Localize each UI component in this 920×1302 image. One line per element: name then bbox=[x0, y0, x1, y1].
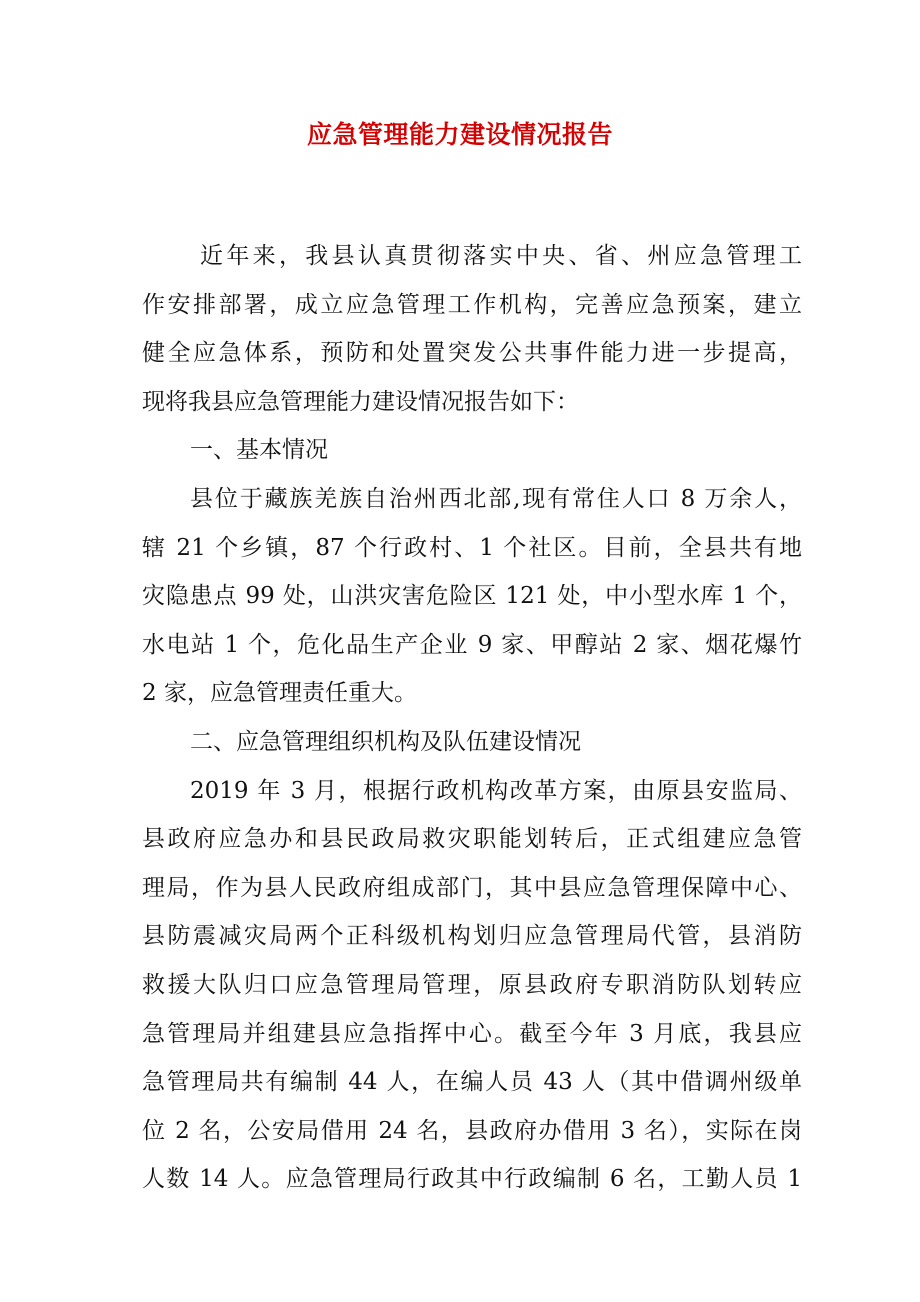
paragraph-line: 作安排部署，成立应急管理工作机构，完善应急预案，建立 bbox=[142, 291, 802, 318]
paragraph-line: 健全应急体系，预防和处置突发公共事件能力进一步提高， bbox=[142, 340, 802, 367]
paragraph-line: 县政府应急办和县民政局救灾职能划转后，正式组建应急管 bbox=[142, 826, 802, 853]
paragraph-line: 2019 年 3 月，根据行政机构改革方案，由原县安监局、 bbox=[190, 777, 802, 804]
paragraph-line: 水电站 1 个，危化品生产企业 9 家、甲醇站 2 家、烟花爆竹 bbox=[142, 631, 802, 658]
paragraph-line: 县防震减灾局两个正科级机构划归应急管理局代管，县消防 bbox=[142, 923, 802, 950]
paragraph-line: 灾隐患点 99 处，山洪灾害危险区 121 处，中小型水库 1 个， bbox=[142, 583, 802, 610]
paragraph-line: 急管理局共有编制 44 人，在编人员 43 人（其中借调州级单 bbox=[142, 1069, 802, 1096]
paragraph-line: 急管理局并组建县应急指挥中心。截至今年 3 月底，我县应 bbox=[142, 1020, 802, 1047]
paragraph-line: 2 家，应急管理责任重大。 bbox=[142, 680, 417, 707]
document-body bbox=[142, 232, 802, 1204]
paragraph-line: 位 2 名，公安局借用 24 名，县政府办借用 3 名），实际在岗 bbox=[142, 1117, 802, 1144]
paragraph-line: 理局，作为县人民政府组成部门，其中县应急管理保障中心、 bbox=[142, 874, 802, 901]
document-title: 应急管理能力建设情况报告 bbox=[306, 120, 613, 149]
section-heading: 二、应急管理组织机构及队伍建设情况 bbox=[190, 728, 581, 755]
paragraph-line: 辖 21 个乡镇，87 个行政村、1 个社区。目前，全县共有地 bbox=[142, 534, 802, 561]
paragraph-line: 人数 14 人。应急管理局行政其中行政编制 6 名，工勤人员 1 bbox=[142, 1166, 802, 1193]
paragraph-line: 现将我县应急管理能力建设情况报告如下： bbox=[142, 388, 579, 415]
paragraph-line: 县位于藏族羌族自治州西北部,现有常住人口 8 万余人， bbox=[190, 485, 802, 512]
paragraph-line: 近年来，我县认真贯彻落实中央、省、州应急管理工 bbox=[200, 243, 802, 269]
paragraph-line: 救援大队归口应急管理局管理，原县政府专职消防队划转应 bbox=[142, 971, 802, 998]
section-heading: 一、基本情况 bbox=[190, 437, 328, 464]
